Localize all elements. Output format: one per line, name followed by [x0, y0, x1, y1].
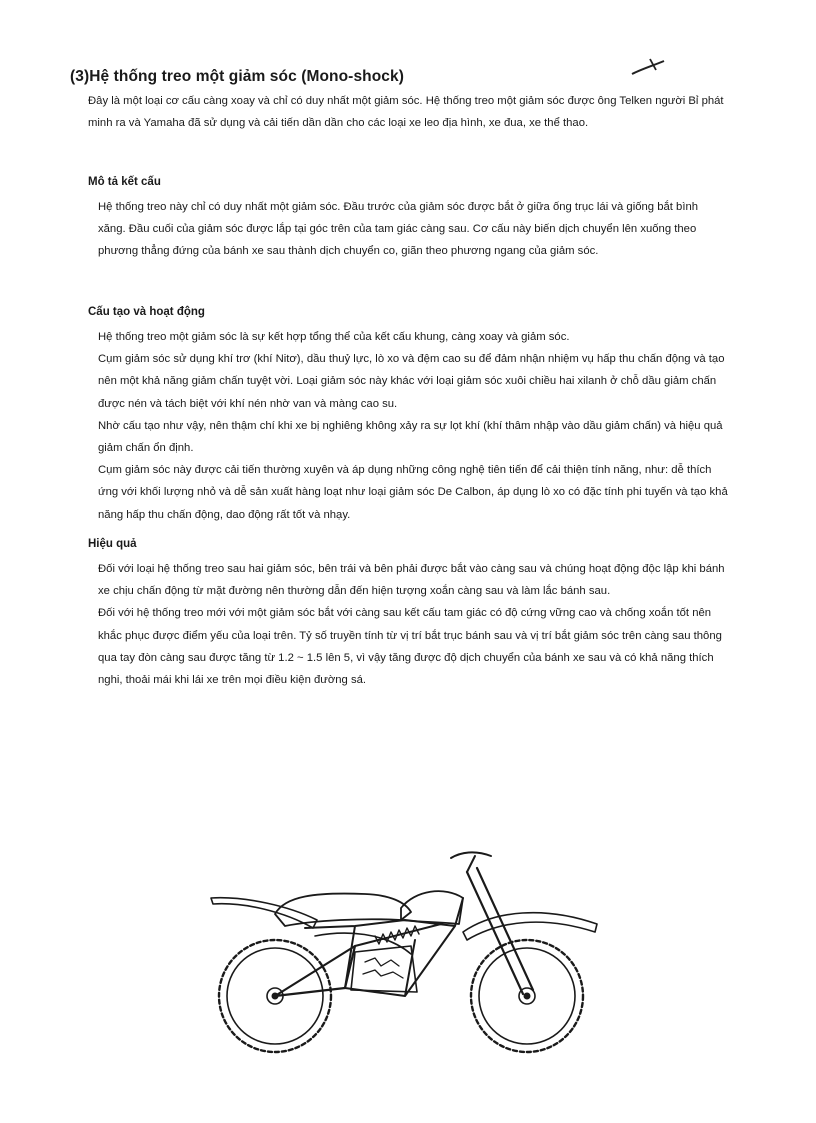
section-paragraph: Nhờ cấu tạo như vậy, nên thậm chí khi xe bị nghiêng không xảy ra sự lọt khí (khí thâm nhập vào dầu giảm chấn) và hiệu quả giảm chấn ổn định.	[98, 419, 723, 455]
motorcycle-illustration	[205, 828, 605, 1068]
section-heading-effectiveness: Hiệu quả	[88, 538, 137, 550]
section-paragraph: Đối với hệ thống treo mới với một giảm sóc bắt với càng sau kết cấu tam giác có độ cứng vững cao và chống xoắn tốt nên khắc phục được điểm yếu của loại trên. Tỷ số truyền tính từ vị trí bắt trục bánh sau và vị trí bắt giảm sóc trên càng sau thông qua tay đòn càng sau được tăng từ 1.2 ~ 1.5 lên 5, vì vậy tăng được độ dịch chuyển của bánh xe sau và có khả năng thích nghi, thoải mái khi lái xe trên mọi điều kiện đường sá.	[98, 607, 722, 687]
section-paragraph: Hệ thống treo này chỉ có duy nhất một giảm sóc. Đầu trước của giảm sóc được bắt ở giữa ống trục lái và giống bắt bình xăng. Đầu cuối của giảm sóc được lắp tại góc trên của tam giác càng sau. Cơ cấu này biến dịch chuyển lên xuống theo phương thẳng đứng của bánh xe sau thành dịch chuyển co, giãn theo phương ngang của giảm sóc.	[98, 201, 699, 258]
section-body-effectiveness	[98, 558, 728, 691]
section-paragraph: Cụm giảm sóc này được cải tiến thường xuyên và áp dụng những công nghệ tiên tiến để cải thiện tính năng, như: dễ thích ứng với khối lượng nhỏ và dễ sản xuất hàng loạt như loại giảm sóc De Calbon, áp dụng lò xo có đặc tính phi tuyến và tạo khả năng hấp thu chấn động, dao động rất tốt và nhạy.	[98, 464, 728, 521]
fuel-tank	[401, 891, 463, 924]
front-fork	[467, 868, 533, 994]
swingarm	[275, 946, 355, 996]
section-body-structure-description	[98, 196, 728, 263]
section-paragraph: Đối với loại hệ thống treo sau hai giảm sóc, bên trái và bên phải được bắt vào càng sau và chúng hoạt động độc lập khi bánh xe chịu chấn động từ mặt đường nên thường dẫn đến hiện tượng xoắn càng sau và làm lắc bánh sau.	[98, 563, 725, 598]
section-paragraph: Hệ thống treo một giảm sóc là sự kết hợp tổng thể của kết cấu khung, càng xoay và giảm sóc.	[98, 331, 570, 343]
document-title: (3)Hệ thống treo một giảm sóc (Mono-shock)	[70, 68, 405, 85]
section-heading-structure-description: Mô tả kết cấu	[88, 176, 161, 188]
front-fender	[463, 913, 597, 940]
section-paragraph: Cụm giảm sóc sử dụng khí trơ (khí Nitơ), dầu thuỷ lực, lò xo và đệm cao su để đảm nhận nhiệm vụ hấp thu chấn động và tạo nên một khả năng giảm chấn tuyệt vời. Loại giảm sóc này khác với loại giảm sóc xuôi chiều hai xilanh ở chỗ dầu giảm chấn được nén và tách biệt với khí nén nhờ van và màng cao su.	[98, 353, 725, 410]
pen-mark-icon	[628, 56, 668, 80]
intro-paragraph: Đây là một loại cơ cấu càng xoay và chỉ có duy nhất một giảm sóc. Hệ thống treo một giảm sóc được ông Telken người Bỉ phát minh ra và Yamaha đã sử dụng và cải tiến dần dần cho các loại xe leo địa hình, xe đua, xe thể thao.	[88, 95, 724, 130]
section-heading-construction-operation: Cấu tạo và hoạt động	[88, 306, 205, 318]
handlebar	[451, 852, 491, 872]
section-body-construction-operation	[98, 326, 728, 526]
front-wheel	[471, 940, 583, 1052]
